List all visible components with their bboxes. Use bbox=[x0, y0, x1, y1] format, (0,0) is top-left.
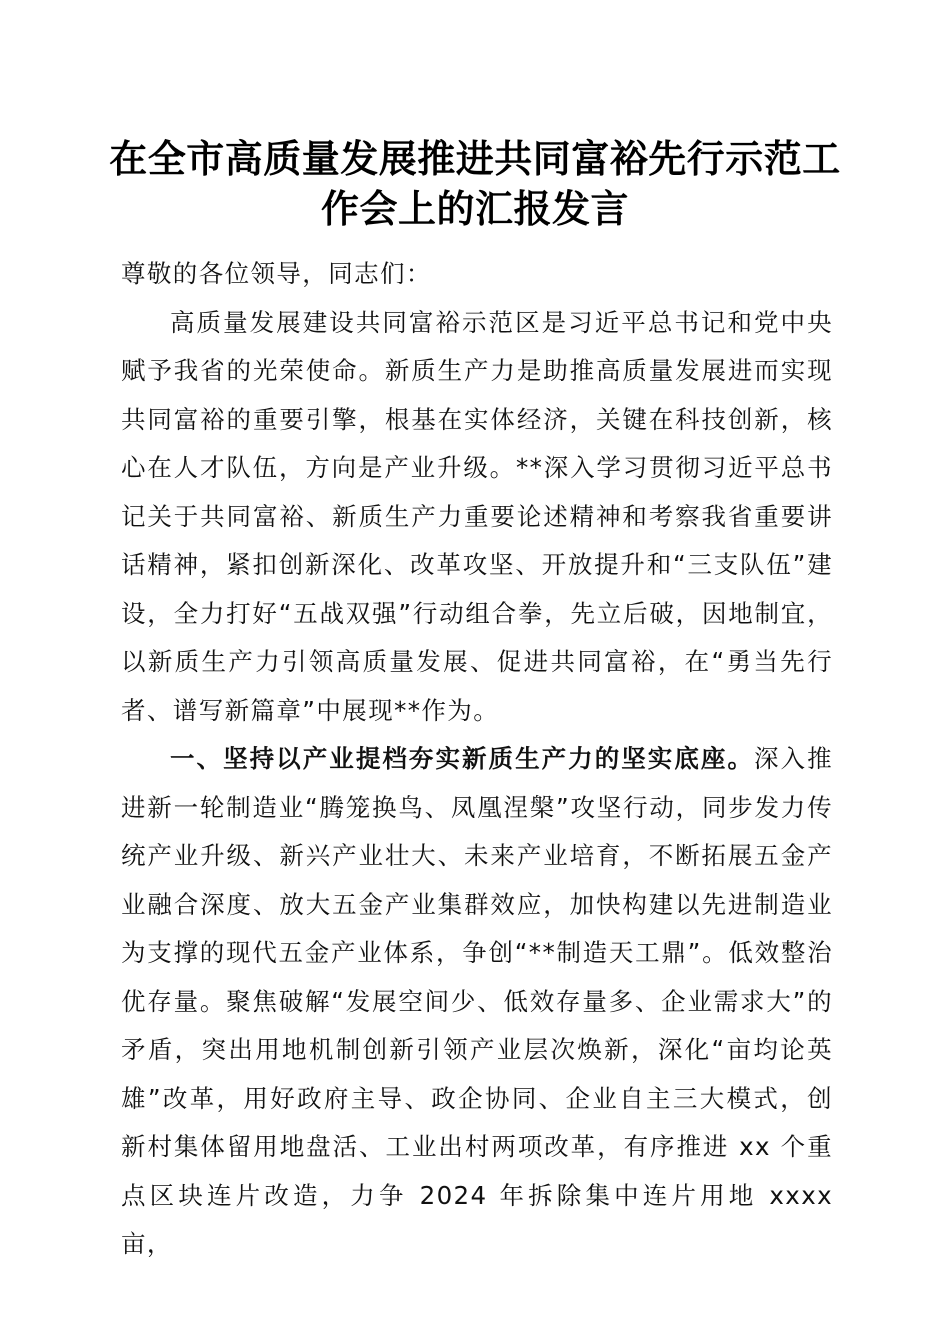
paragraph-intro bbox=[121, 299, 833, 736]
paragraph-text: 深入推进新一轮制造业“腾笼换鸟、凤凰涅槃”攻坚行动，同步发力传统产业升级、新兴产业壮大、未来产业培育，不断拓展五金产业融合深度、放大五金产业集群效应，加快构建以先进制造业为支撑的现代五金产业体系，争创“**制造天工鼎”。低效整治优存量。聚焦破解“发展空间少、低效存量多、企业需求大”的矛盾，突出用地机制创新引领产业层次焕新，深化“亩均论英雄”改革，用好政府主导、政企协同、企业自主三大模式，创新村集体留用地盘活、工业出村两项改革，有序推进 xx 个重点区块连片改造，力争 2024 年拆除集中连片用地 xxxx 亩， bbox=[121, 744, 833, 1258]
section-heading: 一、坚持以产业提档夯实新质生产力的坚实底座。 bbox=[170, 744, 754, 773]
paragraph-section-one bbox=[121, 735, 833, 1269]
document-title: 在全市高质量发展推进共同富裕先行示范工作会上的汇报发言 bbox=[109, 136, 841, 231]
document-body bbox=[121, 250, 833, 1269]
paragraph-text: 高质量发展建设共同富裕示范区是习近平总书记和党中央赋予我省的光荣使命。新质生产力是助推高质量发展进而实现共同富裕的重要引擎，根基在实体经济，关键在科技创新，核心在人才队伍，方向是产业升级。**深入学习贯彻习近平总书记关于共同富裕、新质生产力重要论述精神和考察我省重要讲话精神，紧扣创新深化、改革攻坚、开放提升和“三支队伍”建设，全力打好“五战双强”行动组合拳，先立后破，因地制宜，以新质生产力引领高质量发展、促进共同富裕，在“勇当先行者、谱写新篇章”中展现**作为。 bbox=[121, 307, 833, 725]
salutation: 尊敬的各位领导，同志们： bbox=[121, 259, 432, 288]
